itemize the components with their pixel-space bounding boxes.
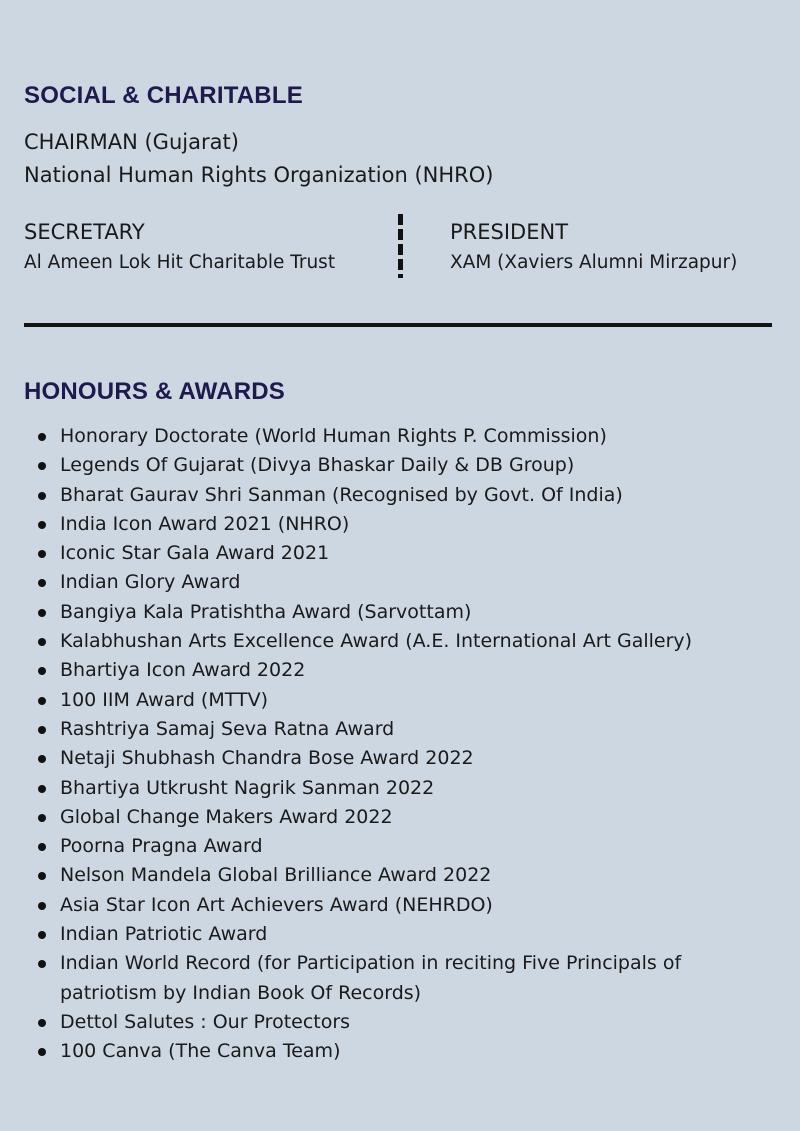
award-item: Bhartiya Icon Award 2022 (24, 656, 724, 685)
president-organization: XAM (Xaviers Alumni Mirzapur) (450, 252, 738, 273)
social-charitable-heading: SOCIAL & CHARITABLE (24, 82, 303, 109)
award-item: 100 Canva (The Canva Team) (24, 1037, 724, 1066)
award-item: Iconic Star Gala Award 2021 (24, 539, 724, 568)
president-title: PRESIDENT (450, 220, 569, 244)
award-item: Global Change Makers Award 2022 (24, 803, 724, 832)
secretary-block (24, 216, 335, 278)
award-item: Kalabhushan Arts Excellence Award (A.E. International Art Gallery) (24, 627, 724, 656)
award-item: Bangiya Kala Pratishtha Award (Sarvottam) (24, 598, 724, 627)
award-item: Asia Star Icon Art Achievers Award (NEHRDO) (24, 891, 724, 920)
award-item: Nelson Mandela Global Brilliance Award 2022 (24, 861, 724, 890)
award-item: Rashtriya Samaj Seva Ratna Award (24, 715, 724, 744)
award-item: Netaji Shubhash Chandra Bose Award 2022 (24, 744, 724, 773)
chairman-organization: National Human Rights Organization (NHRO) (24, 163, 494, 187)
award-item: 100 IIM Award (MTTV) (24, 686, 724, 715)
secretary-organization: Al Ameen Lok Hit Charitable Trust (24, 252, 336, 273)
award-item: Bhartiya Utkrusht Nagrik Sanman 2022 (24, 774, 724, 803)
president-block (450, 216, 737, 278)
section-divider (24, 323, 772, 327)
award-item: Indian Glory Award (24, 568, 724, 597)
honours-awards-heading: HONOURS & AWARDS (24, 378, 285, 405)
award-item: Legends Of Gujarat (Divya Bhaskar Daily & DB Group) (24, 451, 724, 480)
dashed-divider (398, 214, 403, 278)
award-item: Honorary Doctorate (World Human Rights P. Commission) (24, 422, 724, 451)
award-item: Indian World Record (for Participation in reciting Five Principals of patriotism by Indian Book Of Records) (24, 949, 724, 1008)
chairman-title: CHAIRMAN (Gujarat) (24, 130, 239, 154)
award-item: Bharat Gaurav Shri Sanman (Recognised by Govt. Of India) (24, 481, 724, 510)
award-item: Dettol Salutes : Our Protectors (24, 1008, 724, 1037)
award-item: India Icon Award 2021 (NHRO) (24, 510, 724, 539)
awards-list (24, 422, 724, 1067)
award-item: Poorna Pragna Award (24, 832, 724, 861)
award-item: Indian Patriotic Award (24, 920, 724, 949)
secretary-title: SECRETARY (24, 220, 145, 244)
